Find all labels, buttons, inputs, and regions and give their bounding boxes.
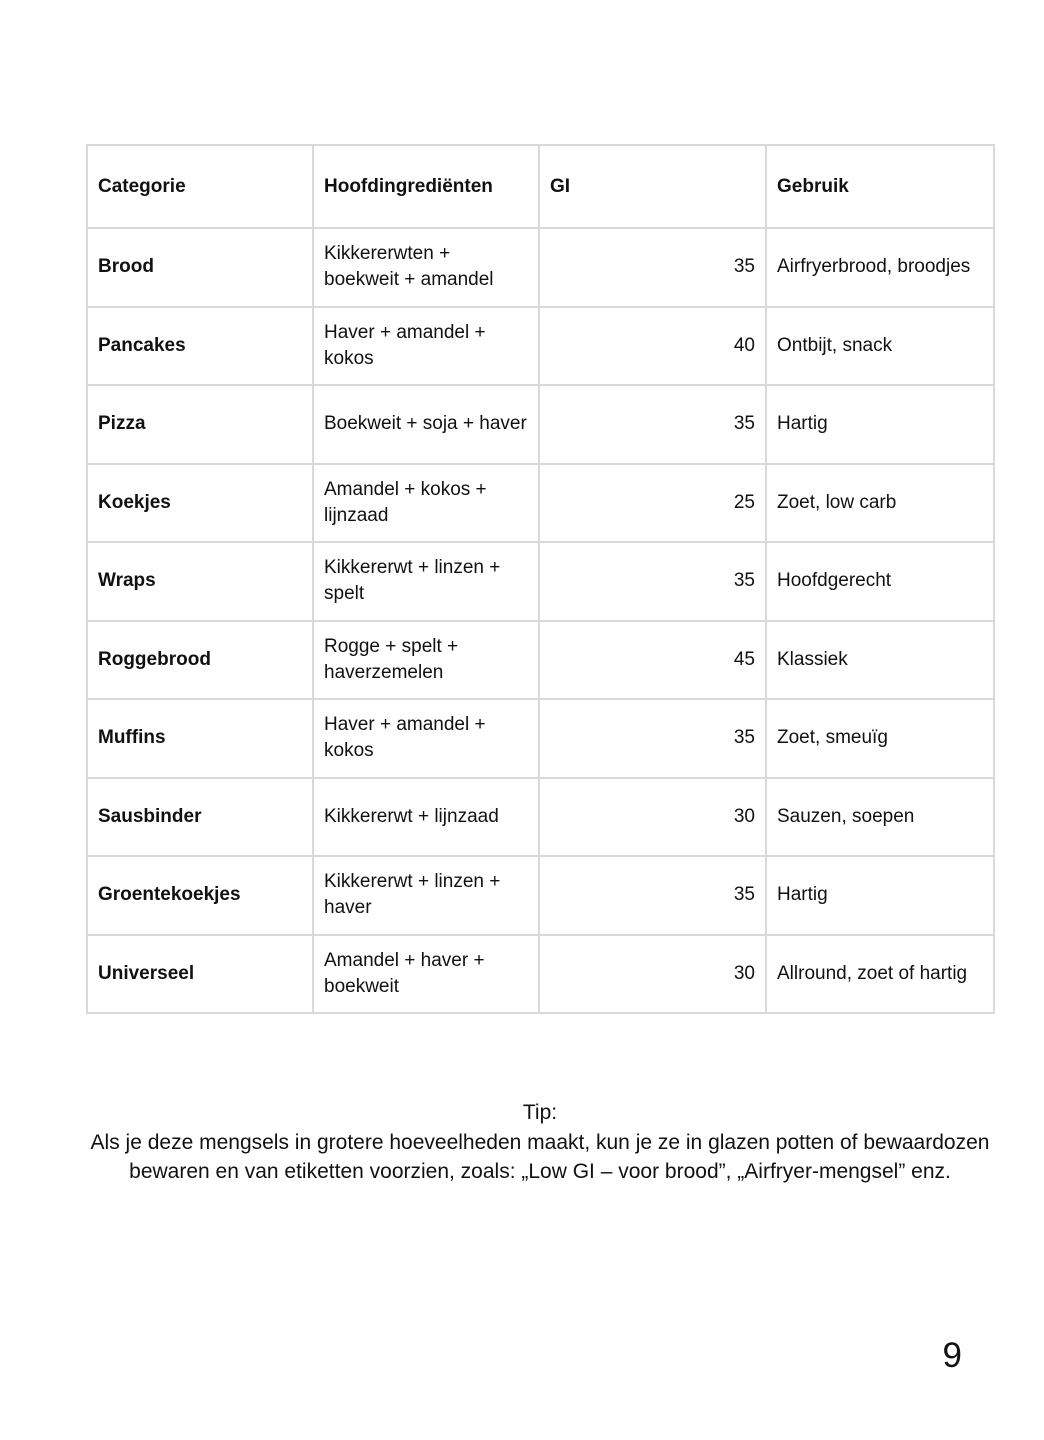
cell-category: Pizza bbox=[87, 385, 313, 464]
cell-gi: 25 bbox=[539, 464, 766, 543]
cell-ingredients: Rogge + spelt + haverzemelen bbox=[313, 621, 539, 700]
cell-category: Koekjes bbox=[87, 464, 313, 543]
cell-usage: Zoet, smeuïg bbox=[766, 699, 994, 778]
cell-usage: Sauzen, soepen bbox=[766, 778, 994, 857]
cell-usage: Allround, zoet of hartig bbox=[766, 935, 994, 1014]
table-row bbox=[87, 228, 994, 307]
cell-ingredients: Kikkererwt + lijnzaad bbox=[313, 778, 539, 857]
header-gebruik: Gebruik bbox=[766, 145, 994, 228]
cell-ingredients: Kikkererwten + boekweit + amandel bbox=[313, 228, 539, 307]
cell-ingredients: Kikkererwt + linzen + spelt bbox=[313, 542, 539, 621]
cell-gi: 40 bbox=[539, 307, 766, 386]
table-row bbox=[87, 464, 994, 543]
header-hoofdingredienten: Hoofdingrediënten bbox=[313, 145, 539, 228]
table-row bbox=[87, 856, 994, 935]
table-row bbox=[87, 935, 994, 1014]
gi-table bbox=[86, 144, 995, 1014]
cell-gi: 30 bbox=[539, 935, 766, 1014]
cell-category: Groentekoekjes bbox=[87, 856, 313, 935]
cell-category: Brood bbox=[87, 228, 313, 307]
cell-usage: Hartig bbox=[766, 856, 994, 935]
tip-title: Tip: bbox=[522, 1101, 558, 1124]
cell-usage: Klassiek bbox=[766, 621, 994, 700]
cell-ingredients: Amandel + kokos + lijnzaad bbox=[313, 464, 539, 543]
cell-ingredients: Haver + amandel + kokos bbox=[313, 699, 539, 778]
cell-category: Sausbinder bbox=[87, 778, 313, 857]
gi-table-container bbox=[86, 144, 993, 1014]
cell-usage: Zoet, low carb bbox=[766, 464, 994, 543]
cell-ingredients: Amandel + haver + boekweit bbox=[313, 935, 539, 1014]
cell-usage: Ontbijt, snack bbox=[766, 307, 994, 386]
table-header-row bbox=[87, 145, 994, 228]
table-row bbox=[87, 385, 994, 464]
cell-category: Roggebrood bbox=[87, 621, 313, 700]
cell-ingredients: Boekweit + soja + haver bbox=[313, 385, 539, 464]
page-number: 9 bbox=[942, 1336, 962, 1375]
cell-ingredients: Haver + amandel + kokos bbox=[313, 307, 539, 386]
cell-usage: Hartig bbox=[766, 385, 994, 464]
cell-category: Muffins bbox=[87, 699, 313, 778]
tip-text: Als je deze mengsels in grotere hoeveelheden maakt, kun je ze in glazen potten of bewaardozen bewaren en van etiketten voorzien, zoals: „Low GI – voor brood”, „Airfryer-mengsel” enz. bbox=[90, 1130, 990, 1183]
cell-ingredients: Kikkererwt + linzen + haver bbox=[313, 856, 539, 935]
header-categorie: Categorie bbox=[87, 145, 313, 228]
cell-usage: Airfryerbrood, broodjes bbox=[766, 228, 994, 307]
table-row bbox=[87, 307, 994, 386]
cell-gi: 35 bbox=[539, 699, 766, 778]
cell-gi: 30 bbox=[539, 778, 766, 857]
cell-category: Wraps bbox=[87, 542, 313, 621]
header-gi: GI bbox=[539, 145, 766, 228]
table-row bbox=[87, 621, 994, 700]
cell-gi: 35 bbox=[539, 385, 766, 464]
table-row bbox=[87, 542, 994, 621]
cell-category: Universeel bbox=[87, 935, 313, 1014]
cell-gi: 35 bbox=[539, 228, 766, 307]
cell-gi: 35 bbox=[539, 856, 766, 935]
cell-usage: Hoofdgerecht bbox=[766, 542, 994, 621]
cell-gi: 35 bbox=[539, 542, 766, 621]
cell-gi: 45 bbox=[539, 621, 766, 700]
table-row bbox=[87, 778, 994, 857]
cell-category: Pancakes bbox=[87, 307, 313, 386]
tip-block bbox=[90, 1098, 990, 1187]
table-row bbox=[87, 699, 994, 778]
